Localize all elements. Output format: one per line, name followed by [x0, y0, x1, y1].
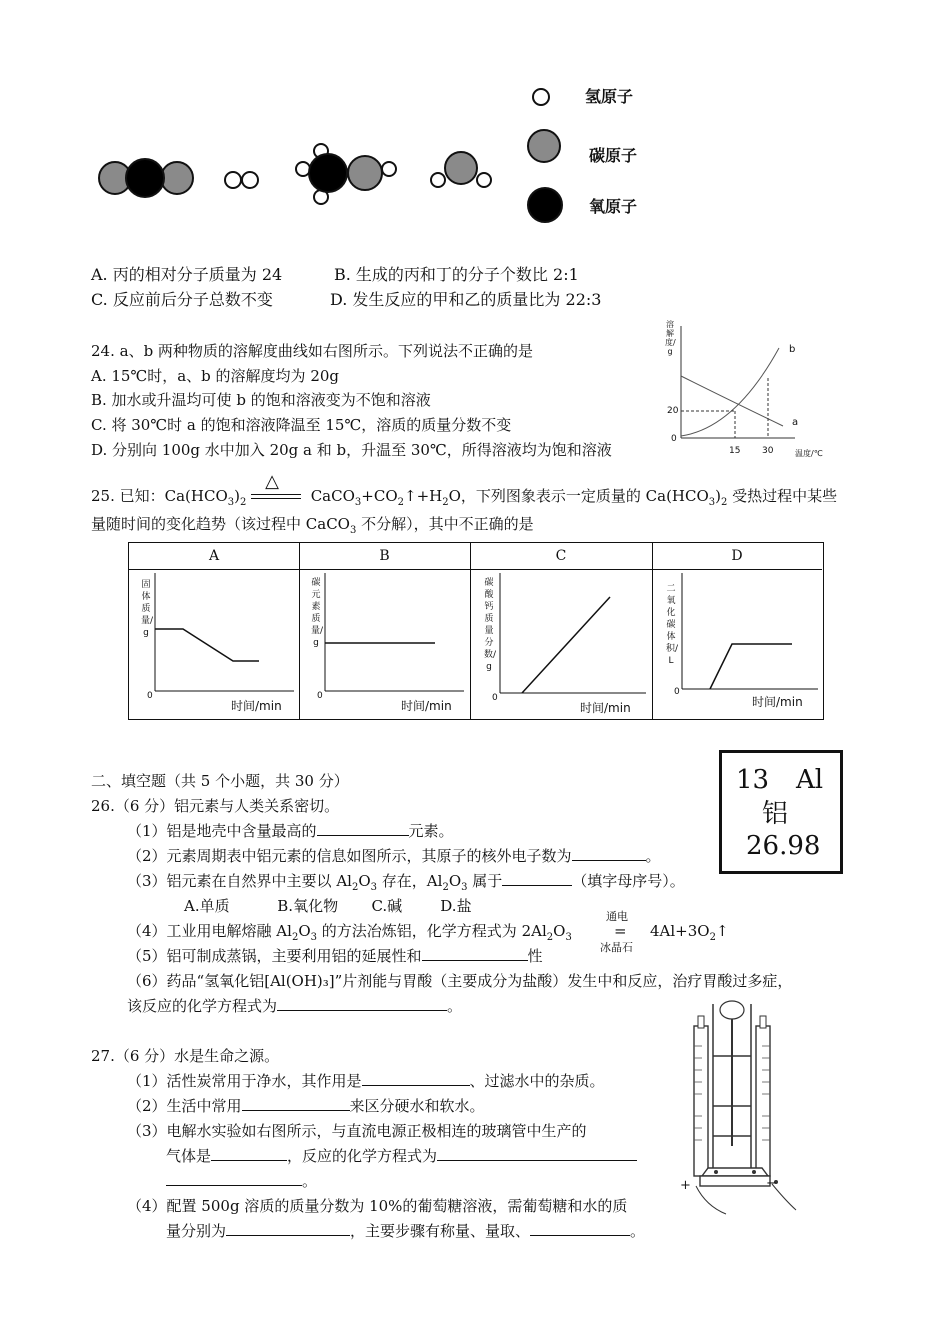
solubility-x-tick-30: 30 [762, 446, 774, 456]
q25-stem: 25. 已知：$Ca(HCO_3)_2$ △ $CaCO_3+CO_2↑+H_2O$，下列图象表示一定质量的 $Ca(HCO_3)_2$ 受热过程中某些 [91, 471, 838, 508]
q26-s5 [127, 946, 543, 966]
electrolysis-apparatus-svg [676, 996, 800, 1221]
q23-option-b: B. 生成的丙和丁的分子个数比 2:1 [334, 265, 579, 284]
q26-s3-text-a: （3）铝元素在自然界中主要以 Al [127, 872, 352, 890]
q26-s3-text-d: （填字母序号）。 [572, 872, 685, 890]
graph-d-line [710, 644, 792, 689]
graph-a-line [155, 629, 259, 661]
solubility-y-label: 溶解度/g [665, 320, 676, 356]
q27-blank-6[interactable] [226, 1221, 350, 1236]
curve-a-label: a [792, 417, 799, 428]
solubility-x-tick-15: 15 [729, 446, 741, 456]
q27-s3c: 。 [166, 1171, 317, 1191]
q26-condition-top: 通电 [606, 910, 628, 923]
q26-s1-text: （1）铝是地壳中含量最高的 [127, 822, 317, 840]
graph-head-a: A [129, 543, 299, 570]
graph-d-origin: 0 [674, 687, 680, 697]
molecule-h2 [225, 172, 258, 188]
graph-b-svg [299, 543, 470, 719]
q26-choices: A.单质 B.氧化物 C.碱 D.盐 [184, 897, 472, 915]
legend-hydrogen-label: 氢原子 [585, 87, 634, 106]
element-symbol: Al [796, 765, 824, 795]
q27-blank-4[interactable] [437, 1146, 637, 1161]
q26-blank-5[interactable] [422, 946, 528, 961]
element-card-aluminum [719, 750, 843, 874]
solubility-chart-svg [655, 318, 830, 463]
element-number: 13 [736, 765, 770, 795]
q26-s3-text-c: 属于 [472, 872, 503, 890]
solubility-chart [655, 318, 830, 463]
graph-b-ylabel: 碳元素质量/g [311, 578, 324, 648]
q27-s2 [127, 1096, 485, 1116]
q27-stem: 27.（6 分）水是生命之源。 [91, 1047, 280, 1065]
graph-head-d: D [652, 543, 822, 570]
graph-head-c: C [470, 543, 652, 570]
q26-s1-end: 元素。 [408, 822, 454, 840]
q26-s6b-text: 该反应的化学方程式为 [127, 997, 278, 1015]
q27-blank-1[interactable] [362, 1071, 470, 1086]
q27-s2-end: 来区分硬水和软水。 [349, 1097, 485, 1115]
q26-blank-1[interactable] [317, 821, 409, 836]
graph-c-origin: 0 [492, 693, 498, 703]
q26-s5-text: （5）铝可制成蒸锅，主要利用铝的延展性和 [127, 947, 422, 965]
molecule-h2o [431, 152, 491, 187]
q27-s2-text: （2）生活中常用 [127, 1097, 242, 1115]
q26-s2-text: （2）元素周期表中铝元素的信息如图所示，其原子的核外电子数为 [127, 847, 572, 865]
graph-a-ylabel: 固体质量/g [141, 580, 154, 638]
legend-carbon-icon [526, 128, 562, 164]
curve-b-label: b [789, 344, 796, 355]
q27-s4c-text: ，主要步骤有称量、量取、 [350, 1222, 531, 1240]
q25-graph-table [128, 542, 824, 720]
graph-c-xlabel: 时间/min [580, 701, 631, 715]
q25-line2-text: 量随时间的变化趋势（该过程中 CaCO [91, 515, 350, 533]
graph-head-b: B [299, 543, 470, 570]
q27-s4b: 量分别为 ，主要步骤有称量、量取、 。 [166, 1222, 646, 1240]
element-mass: 26.98 [746, 831, 821, 861]
molecule-co2 [99, 159, 193, 197]
q26-condition-bottom: 冰晶石 [600, 941, 633, 954]
q27-s1-text: （1）活性炭常用于净水，其作用是 [127, 1072, 362, 1090]
graph-cell-b [299, 543, 471, 719]
q25-stem-prefix: 25. 已知：Ca(HCO [91, 487, 228, 505]
q23-option-a: A. 丙的相对分子质量为 24 [91, 265, 283, 284]
q27-blank-5[interactable] [166, 1171, 302, 1186]
q26-s5-end: 性 [527, 947, 543, 965]
q27-blank-2[interactable] [242, 1096, 350, 1111]
section2-title: 二、填空题（共 5 个小题，共 30 分） [91, 772, 349, 790]
q26-blank-6[interactable] [277, 996, 447, 1011]
graph-a-svg [129, 543, 299, 719]
q26-equals: = [614, 922, 627, 940]
q24-option-c: C. 将 30℃时 a 的饱和溶液降温至 15℃，溶质的质量分数不变 [91, 416, 512, 434]
reaction-molecule-diagram [85, 135, 505, 225]
q26-s6b: 该反应的化学方程式为 。 [127, 997, 463, 1015]
q25-line2: 量随时间的变化趋势（该过程中 CaCO$_3$ 不分解），其中不正确的是 [91, 515, 534, 536]
q27-s1 [127, 1071, 605, 1091]
q23-option-d: D. 发生反应的甲和乙的质量比为 22:3 [330, 290, 602, 309]
element-name: 铝 [762, 799, 789, 829]
q26-s2: （2）元素周期表中铝元素的信息如图所示，其原子的核外电子数为 。 [127, 847, 661, 865]
curve-b [681, 348, 779, 436]
q26-s3: （3）铝元素在自然界中主要以 $Al_2O_3$ 存在，$Al_2O_3$ 属于 （填字母序号）。 [127, 872, 685, 893]
graph-cell-a [129, 543, 300, 719]
graph-cell-c [470, 543, 653, 719]
solubility-x-label: 温度/℃ [795, 449, 823, 458]
q23-option-c: C. 反应前后分子总数不变 [91, 290, 273, 309]
graph-a-origin: 0 [147, 691, 153, 701]
q27-s3c-text: ，反应的化学方程式为 [287, 1147, 438, 1165]
solubility-y-tick-20: 20 [667, 406, 679, 416]
graph-b-origin: 0 [317, 691, 323, 701]
graph-d-ylabel: 二氧化碳体积/L [666, 584, 679, 666]
graph-cell-d [652, 543, 822, 719]
graph-c-ylabel: 碳酸钙质量分数/g [484, 578, 497, 672]
q26-s4-text-a: （4）工业用电解熔融 Al [127, 922, 292, 940]
electrolysis-apparatus [676, 996, 800, 1221]
graph-a-xlabel: 时间/min [231, 699, 282, 713]
q26-s6: （6）药品“氢氧化铝[Al(OH)₃]”片剂能与胃酸（主要成分为盐酸）发生中和反应，治疗胃酸过多症， [127, 972, 793, 990]
q26-s4: （4）工业用电解熔融 $Al_2O_3$ 的方法冶炼铝，化学方程式为 $2Al_2O_3$ [127, 922, 572, 943]
q27-s3b-text: 气体是 [166, 1147, 212, 1165]
q27-blank-3[interactable] [211, 1146, 287, 1161]
q24-stem: 24. a、b 两种物质的溶解度曲线如右图所示。下列说法不正确的是 [91, 342, 533, 360]
legend-oxygen-icon [526, 186, 564, 224]
q26-s4-text-c: 4Al+3O [650, 922, 710, 940]
cathode-minus: − [766, 1176, 777, 1191]
q26-s4-text-b: 的方法冶炼铝，化学方程式为 2Al [321, 922, 547, 940]
anode-plus: + [680, 1178, 691, 1193]
q25-line2-end: 不分解），其中不正确的是 [356, 515, 534, 533]
q27-s3b [166, 1146, 637, 1166]
q27-s1-end: 、过滤水中的杂质。 [469, 1072, 605, 1090]
graph-b-xlabel: 时间/min [401, 699, 452, 713]
q27-s4b-text: 量分别为 [166, 1222, 227, 1240]
molecule-ch3oh [296, 144, 396, 204]
q24-option-b: B. 加水或升温均可使 b 的饱和溶液变为不饱和溶液 [91, 391, 431, 409]
q24-option-d: D. 分别向 100g 水中加入 20g a 和 b，升温至 30℃，所得溶液均为饱和溶液 [91, 441, 612, 459]
q25-heat-symbol: △ [265, 471, 279, 492]
graph-d-xlabel: 时间/min [752, 695, 803, 709]
q27-s4: （4）配置 500g 溶质的质量分数为 10%的葡萄糖溶液，需葡萄糖和水的质 [127, 1197, 628, 1215]
q25-stem-rest: CaCO [310, 487, 355, 505]
graph-c-line [522, 597, 610, 693]
q25-heat-arrow [251, 471, 301, 504]
q27-blank-7[interactable] [530, 1221, 630, 1236]
q24-option-a: A. 15℃时，a、b 的溶解度均为 20g [91, 367, 340, 385]
solubility-origin: 0 [671, 434, 677, 444]
legend-carbon-label: 碳原子 [589, 146, 638, 165]
q26-s1 [127, 821, 454, 841]
q26-blank-2[interactable] [572, 846, 646, 861]
q26-stem: 26.（6 分）铝元素与人类关系密切。 [91, 797, 340, 815]
q26-s3-text-b: 存在，Al [381, 872, 443, 890]
legend-hydrogen-icon [530, 86, 552, 108]
q26-blank-3[interactable] [502, 871, 572, 886]
q26-s4-product: $4Al+3O_2↑$ [650, 922, 729, 943]
q27-s3: （3）电解水实验如右图所示，与直流电源正极相连的玻璃管中生产的 [127, 1122, 587, 1140]
legend-oxygen-label: 氧原子 [589, 197, 638, 216]
